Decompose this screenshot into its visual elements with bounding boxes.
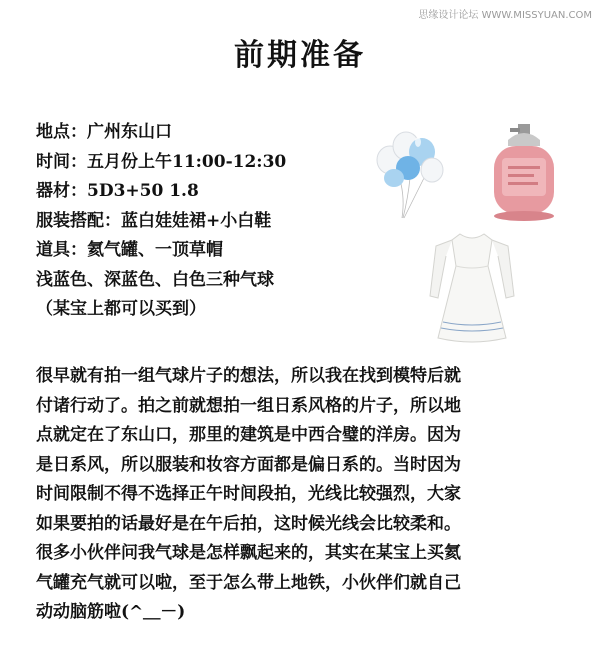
story-paragraph — [36, 362, 576, 628]
page-title: 前期准备 — [234, 38, 366, 73]
watermark: 思缘设计论坛 WWW.MISSYUAN.COM — [418, 10, 592, 21]
paragraph-line: 时间限制不得不选择正午时间段拍，光线比较强烈，大家 — [36, 484, 461, 504]
balloons-image — [372, 128, 456, 220]
paragraph-line: 动动脑筋啦(^＿－) — [36, 602, 186, 622]
info-time: 时间：五月份上午11:00-12:30 — [36, 151, 287, 172]
paragraph-line: 点就定在了东山口，那里的建筑是中西合璧的洋房。因为 — [36, 425, 461, 445]
paragraph-line: 很多小伙伴问我气球是怎样飘起来的，其实在某宝上买氦 — [36, 543, 461, 563]
info-props: 道具：氦气罐、一顶草帽 — [36, 240, 223, 260]
paragraph-line: 是日系风，所以服装和妆容方面都是偏日系的。当时因为 — [36, 454, 461, 475]
info-outfit: 服装搭配：蓝白娃娃裙+小白鞋 — [36, 210, 272, 231]
helium-tank-image — [484, 118, 564, 224]
paragraph-line: 气罐充气就可以啦，至于怎么带上地铁，小伙伴们就自己 — [36, 572, 461, 593]
info-equipment: 器材：5D3+50 1.8 — [36, 181, 199, 201]
paragraph-line: 如果要拍的话最好是在午后拍，这时候光线会比较柔和。 — [36, 513, 461, 534]
info-purchase-note: （某宝上都可以买到） — [36, 299, 206, 319]
dress-image — [422, 226, 522, 346]
paragraph-line: 很早就有拍一组气球片子的想法，所以我在找到模特后就 — [36, 366, 461, 386]
info-location: 地点：广州东山口 — [36, 122, 172, 142]
info-list — [36, 118, 366, 325]
paragraph-line: 付诸行动了。拍之前就想拍一组日系风格的片子，所以地 — [36, 395, 461, 416]
info-balloon-colors: 浅蓝色、深蓝色、白色三种气球 — [36, 269, 274, 290]
